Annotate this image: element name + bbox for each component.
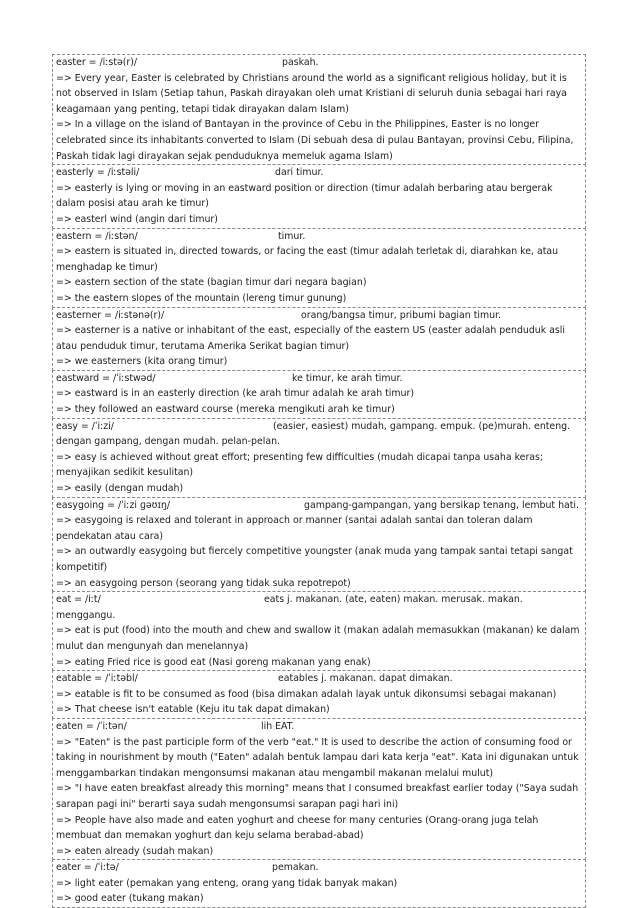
dictionary-entry (52, 718, 586, 860)
entry-meaning: gampang-gampangan, yang bersikap tenang, lembut hati. (304, 499, 580, 511)
entry-example-line: menggangu. (56, 609, 116, 621)
entry-example-line: => light eater (pemakan yang enteng, orang yang tidak banyak makan) (56, 877, 398, 889)
entry-term: easygoing = /ˈiːzi ɡəʊɪŋ/ (56, 499, 171, 511)
entry-term: eaten = /ˈiːtən/ (56, 720, 127, 732)
entry-meaning: timur. (278, 230, 306, 242)
entry-meaning: (easier, easiest) mudah, gampang. empuk. (pe)murah. enteng. (273, 420, 571, 432)
entry-meaning: pemakan. (272, 862, 319, 874)
entry-term: easy = /ˈiːzi/ (56, 420, 114, 432)
entry-headword-row (56, 419, 583, 435)
entry-meaning: lih EAT. (261, 720, 295, 732)
dictionary-entry (52, 418, 586, 498)
entry-term: eatable = /ˈiːtəbl/ (56, 673, 138, 685)
dictionary-entry (52, 228, 586, 308)
entry-example-line: => an easygoing person (seorang yang tidak suka repotrepot) (56, 577, 351, 589)
entry-example-line: => easterly is lying or moving in an eastward position or direction (timur adalah berbaring atau bergerak dalam posisi atau arah ke timur) (56, 182, 553, 210)
entry-example-line: => easily (dengan mudah) (56, 483, 184, 495)
entry-example-line: => "Eaten" is the past participle form of the verb "eat." It is used to describe the action of consuming food or taking in nourishment by mouth ("Eaten" adalah bentuk lampau dari kata kerja "eat". Kata ini digunakan untuk menggambarkan tindakan mengonsumsi makanan atau mengambil makanan melalui mulut) (56, 736, 579, 779)
entry-example-line: => That cheese isn't eatable (Keju itu tak dapat dimakan) (56, 704, 330, 716)
entry-example-line: => In a village on the island of Bantayan in the province of Cebu in the Philippines, Easter is no longer celebrated since its inhabitants converted to Islam (Di sebuah desa di pulau Bantayan, provinsi Cebu, Filipina, Paskah tidak lagi dirayakan sejak penduduknya memeluk agama Islam) (56, 119, 574, 162)
entry-meaning: ke timur, ke arah timur. (292, 372, 403, 384)
dictionary-entry (52, 591, 586, 671)
entry-headword-row (56, 308, 583, 324)
entry-example-line: => People have also made and eaten yoghurt and cheese for many centuries (Orang-orang juga telah membuat dan memakan yoghurt dan keju selama berabad-abad) (56, 814, 539, 842)
entry-term: easterly = /iːstəli/ (56, 167, 140, 179)
entry-headword-row (56, 860, 583, 876)
entry-meaning: eatables j. makanan. dapat dimakan. (278, 673, 453, 685)
entry-example-line: => easygoing is relaxed and tolerant in approach or manner (santai adalah santai dan toleran dalam pendekatan atau cara) (56, 515, 533, 542)
dictionary-entry (52, 859, 586, 908)
dictionary-entry (52, 670, 586, 719)
entry-headword-row (56, 592, 583, 608)
entry-example-line: => eaten already (sudah makan) (56, 845, 214, 857)
entry-meaning: dari timur. (275, 167, 324, 179)
entry-term: eater = /ˈiːtə/ (56, 862, 119, 874)
entry-example-line: => Every year, Easter is celebrated by Christians around the world as a significant religious holiday, but it is not observed in Islam (Setiap tahun, Paskah dirayakan oleh umat Kristiani di seluruh dunia sebagai hari raya keagamaan yang penting, tetapi tidak dirayakan dalam Islam) (56, 72, 567, 115)
entry-term: eastward = /ˈiːstwəd/ (56, 372, 156, 384)
entry-example-line: => we easterners (kita orang timur) (56, 356, 228, 368)
dictionary-entry (52, 307, 586, 371)
entry-example-line: => easterl wind (angin dari timur) (56, 213, 218, 225)
entry-example-line: => eastward is in an easterly direction (ke arah timur adalah ke arah timur) (56, 388, 414, 400)
entry-headword-row (56, 371, 583, 387)
entry-headword-row (56, 719, 583, 735)
dictionary-page (52, 55, 586, 908)
dictionary-entry (52, 54, 586, 165)
entry-example-line: => an outwardly easygoing but fiercely competitive youngster (anak muda yang tampak santai tetapi sangat kompetitif) (56, 546, 573, 573)
entry-headword-row (56, 671, 583, 687)
entry-example-line: => eatable is fit to be consumed as food (bisa dimakan adalah layak untuk dikonsumsi sebagai makanan) (56, 688, 557, 700)
entry-example-line: => "I have eaten breakfast already this morning" means that I consumed breakfast earlier today ("Saya sudah sarapan pagi ini" berarti saya sudah mengonsumsi sarapan pagi hari ini) (56, 783, 579, 810)
entry-example-line: => eating Fried rice is good eat (Nasi goreng makanan yang enak) (56, 656, 371, 668)
entry-example-line: => eastern section of the state (bagian timur dari negara bagian) (56, 277, 367, 289)
entry-example-line: dengan gampang, dengan mudah. pelan-pelan. (56, 436, 280, 448)
entry-example-line: => good eater (tukang makan) (56, 893, 204, 905)
entry-example-line: => eat is put (food) into the mouth and chew and swallow it (makan adalah memasukkan (makanan) ke dalam mulut dan mengunyah dan menelannya) (56, 625, 580, 652)
dictionary-entry (52, 497, 586, 593)
entry-example-line: => they followed an eastward course (mereka mengikuti arah ke timur) (56, 404, 395, 416)
entry-example-line: => eastern is situated in, directed towards, or facing the east (timur adalah terletak di, diarahkan ke, atau menghadap ke timur) (56, 246, 559, 273)
entry-meaning: paskah. (282, 57, 319, 68)
entry-example-line: => easy is achieved without great effort; presenting few difficulties (mudah dicapai tanpa usaha keras; menyajikan sedikit kesulitan) (56, 451, 544, 479)
entry-example-line: => the eastern slopes of the mountain (lereng timur gunung) (56, 292, 347, 304)
entry-term: eastern = /iːstən/ (56, 230, 138, 242)
dictionary-entry (52, 370, 586, 419)
entry-meaning: orang/bangsa timur, pribumi bagian timur. (301, 309, 502, 321)
entry-term: eat = /iːt/ (56, 594, 101, 606)
entry-example-line: => easterner is a native or inhabitant of the east, especially of the eastern US (easter adalah penduduk asli atau penduduk timur, terutama Amerika Serikat bagian timur) (56, 325, 565, 352)
entry-meaning: eats j. makanan. (ate, eaten) makan. merusak. makan. (264, 594, 523, 606)
dictionary-entry (52, 164, 586, 228)
entry-term: easter = /iːstə(r)/ (56, 57, 138, 68)
entry-headword-row (56, 165, 583, 181)
entry-headword-row (56, 55, 583, 71)
entry-headword-row (56, 498, 583, 514)
entry-term: easterner = /iːstənə(r)/ (56, 309, 165, 321)
entry-headword-row (56, 229, 583, 245)
